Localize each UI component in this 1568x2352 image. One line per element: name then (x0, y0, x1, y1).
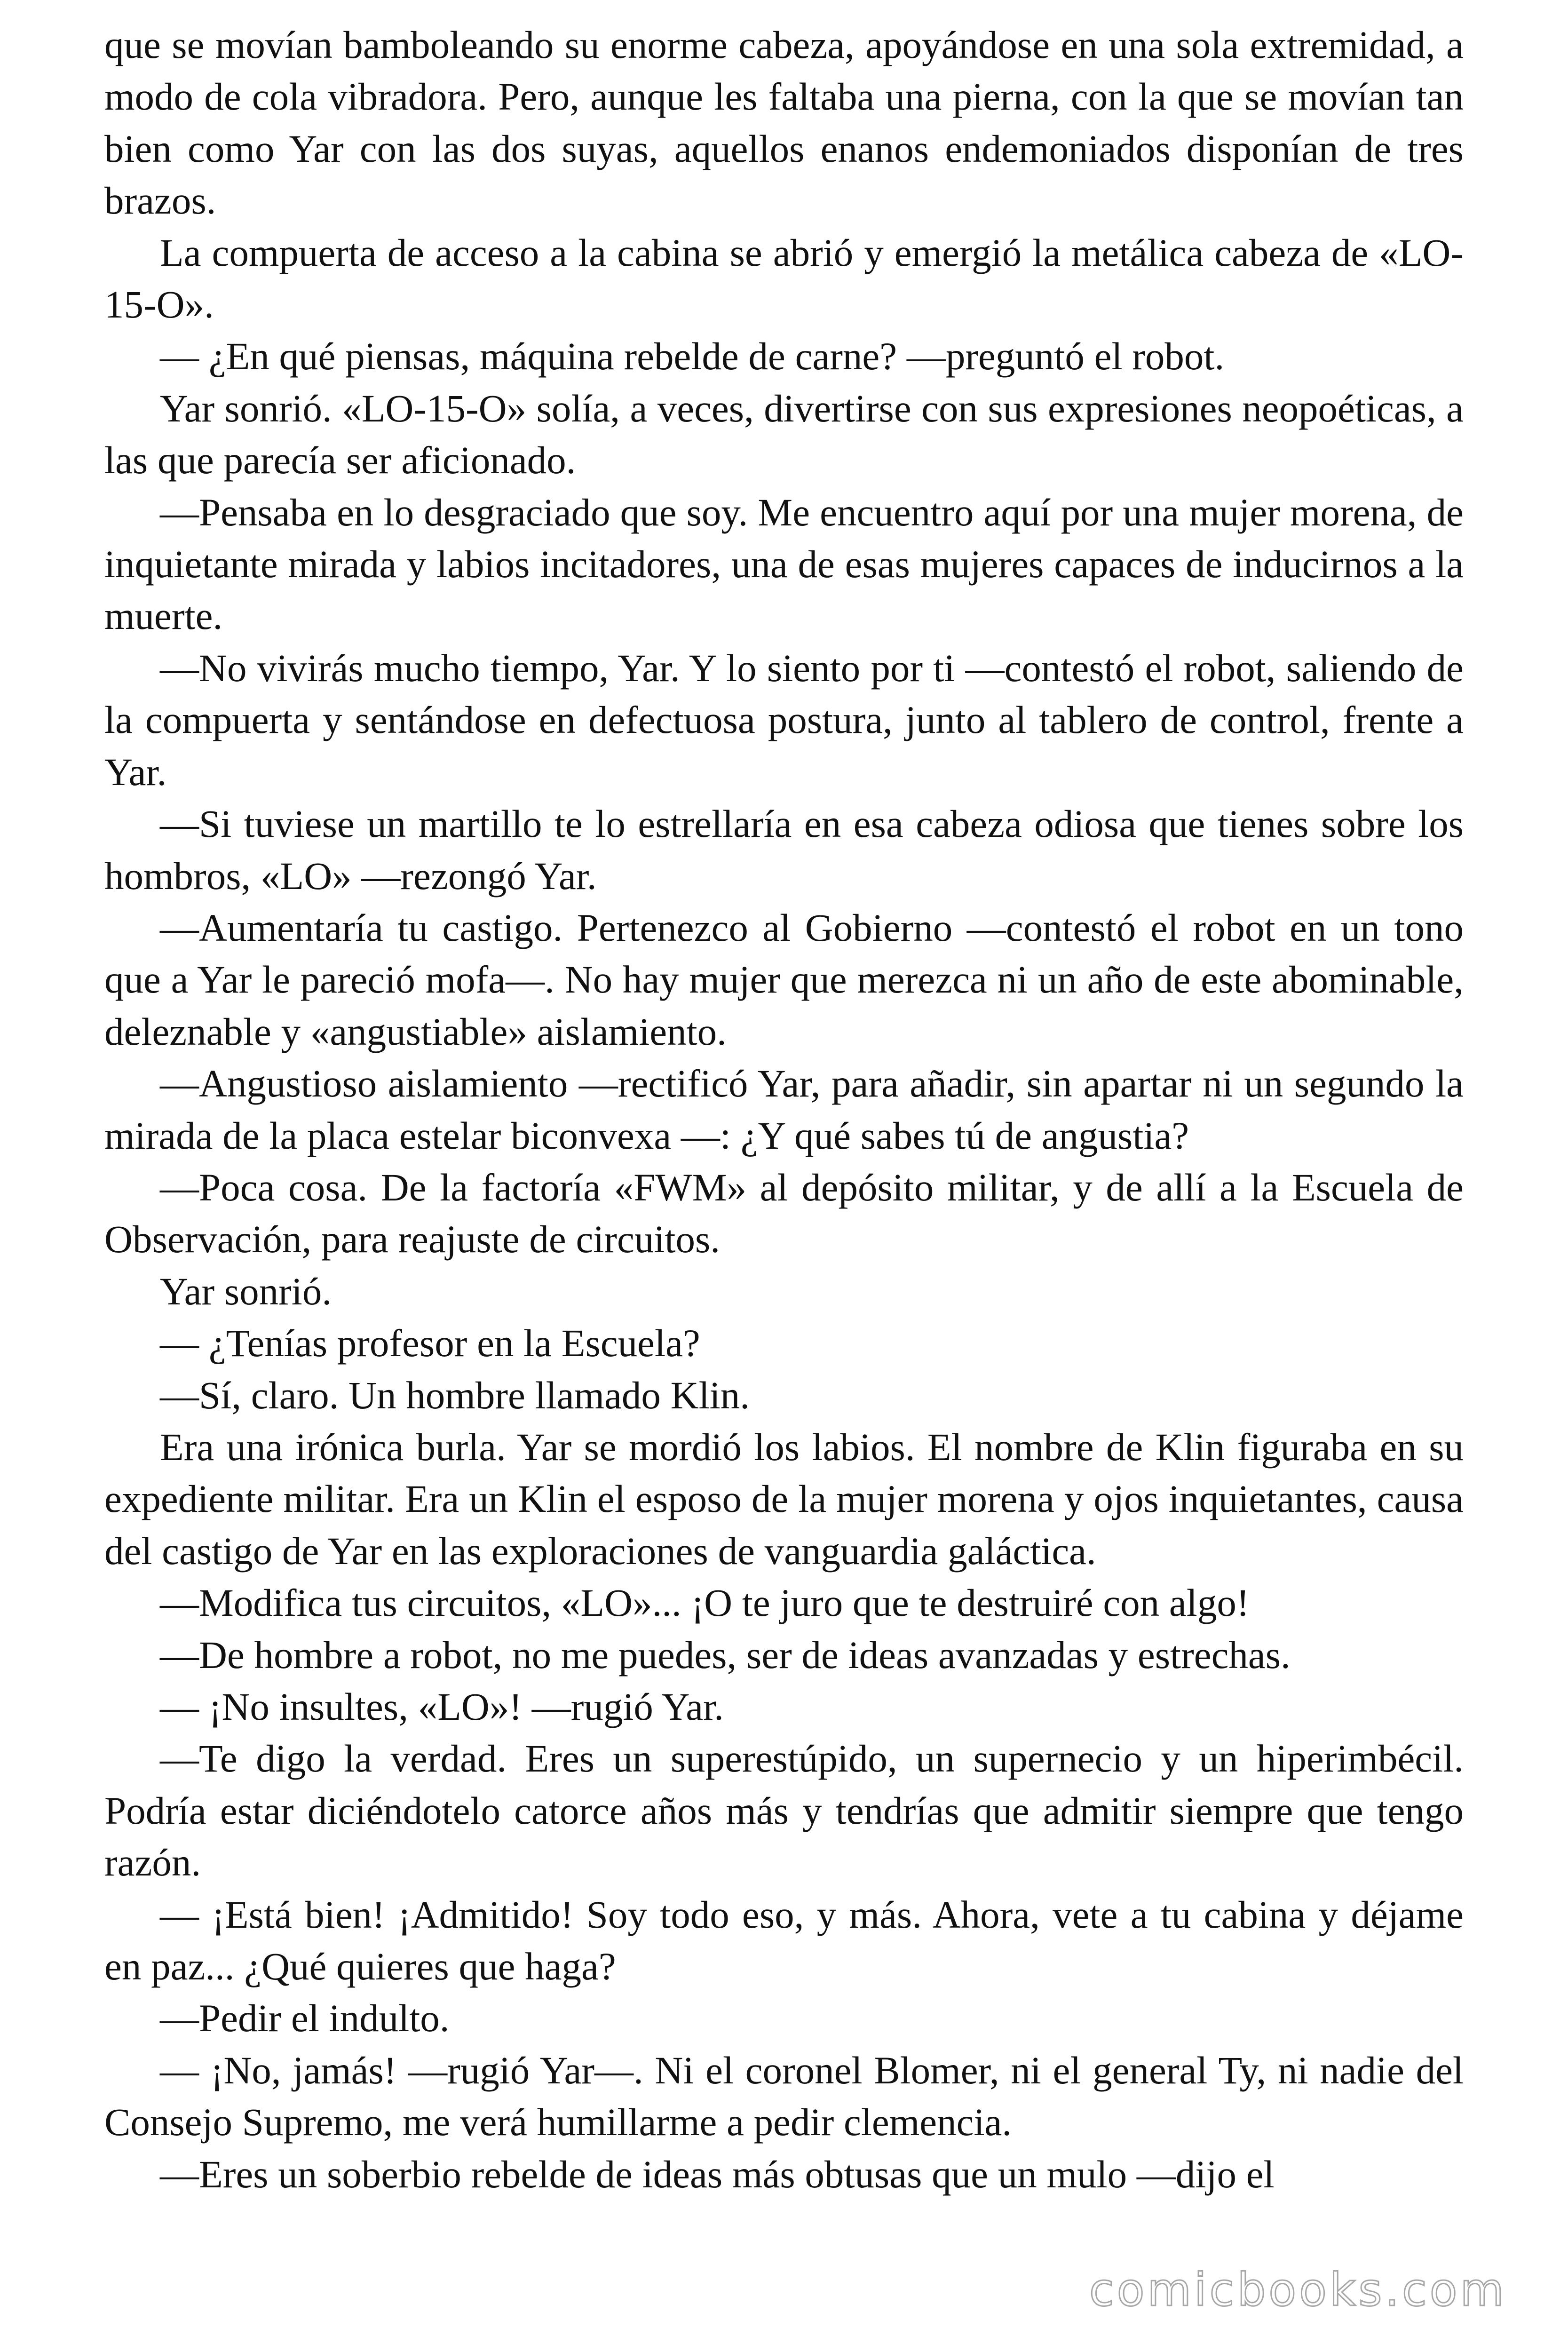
paragraph: — ¡No, jamás! —rugió Yar—. Ni el coronel Blomer, ni el general Ty, ni nadie del Consejo Supremo, me verá humillarme a pedir clemencia. (104, 2048, 1464, 2144)
paragraph: —Sí, claro. Un hombre llamado Klin. (160, 1373, 750, 1417)
paragraph: — ¡Está bien! ¡Admitido! Soy todo eso, y más. Ahora, vete a tu cabina y déjame en paz... ¿Qué quieres que haga? (104, 1892, 1464, 1988)
paragraph: —Pedir el indulto. (160, 1996, 450, 2040)
paragraph: —Te digo la verdad. Eres un superestúpido, un supernecio y un hiperimbécil. Podría estar diciéndotelo catorce años más y tendrías que admitir siempre que tengo razón. (104, 1737, 1464, 1884)
paragraph: — ¿En qué piensas, máquina rebelde de carne? —preguntó el robot. (160, 334, 1225, 378)
paragraph: —Si tuviese un martillo te lo estrellaría en esa cabeza odiosa que tienes sobre los hombros, «LO» —rezongó Yar. (104, 802, 1464, 898)
paragraph: —Angustioso aislamiento —rectificó Yar, para añadir, sin apartar ni un segundo la mirada de la placa estelar biconvexa —: ¿Y qué sabes tú de angustia? (104, 1062, 1464, 1157)
paragraph: Yar sonrió. (160, 1269, 332, 1313)
paragraph: Yar sonrió. «LO-15-O» solía, a veces, divertirse con sus expresiones neopoéticas, a las que parecía ser aficionado. (104, 386, 1464, 482)
paragraph: — ¿Tenías profesor en la Escuela? (160, 1321, 700, 1365)
paragraph: —Modifica tus circuitos, «LO»... ¡O te juro que te destruiré con algo! (160, 1581, 1250, 1625)
paragraph: —No vivirás mucho tiempo, Yar. Y lo siento por ti —contestó el robot, saliendo de la compuerta y sentándose en defectuosa postura, junto al tablero de control, frente a Yar. (104, 646, 1464, 794)
paragraph: —Poca cosa. De la factoría «FWM» al depósito militar, y de allí a la Escuela de Observación, para reajuste de circuitos. (104, 1165, 1464, 1261)
paragraph: que se movían bamboleando su enorme cabeza, apoyándose en una sola extremidad, a modo de cola vibradora. Pero, aunque les faltaba una pierna, con la que se movían tan bien como Yar con las dos suyas, aquellos enanos endemoniados disponían de tres brazos. (104, 23, 1464, 222)
paragraph: La compuerta de acceso a la cabina se abrió y emergió la metálica cabeza de «LO-15-O». (104, 230, 1464, 326)
paragraph: — ¡No insultes, «LO»! —rugió Yar. (160, 1685, 724, 1728)
paragraph: —De hombre a robot, no me puedes, ser de ideas avanzadas y estrechas. (160, 1633, 1291, 1677)
book-page-text (104, 19, 1464, 2200)
paragraph: —Aumentaría tu castigo. Pertenezco al Gobierno —contestó el robot en un tono que a Yar le pareció mofa—. No hay mujer que merezca ni un año de este abominable, deleznable y «angustiable» aislamiento. (104, 906, 1464, 1053)
paragraph: —Eres un soberbio rebelde de ideas más obtusas que un mulo —dijo el (160, 2152, 1275, 2196)
watermark-logo: comicbooks.com (1089, 2264, 1507, 2316)
paragraph: —Pensaba en lo desgraciado que soy. Me encuentro aquí por una mujer morena, de inquietante mirada y labios incitadores, una de esas mujeres capaces de inducirnos a la muerte. (104, 490, 1464, 638)
paragraph: Era una irónica burla. Yar se mordió los labios. El nombre de Klin figuraba en su expediente militar. Era un Klin el esposo de la mujer morena y ojos inquietantes, causa del castigo de Yar en las exploraciones de vanguardia galáctica. (104, 1425, 1464, 1573)
